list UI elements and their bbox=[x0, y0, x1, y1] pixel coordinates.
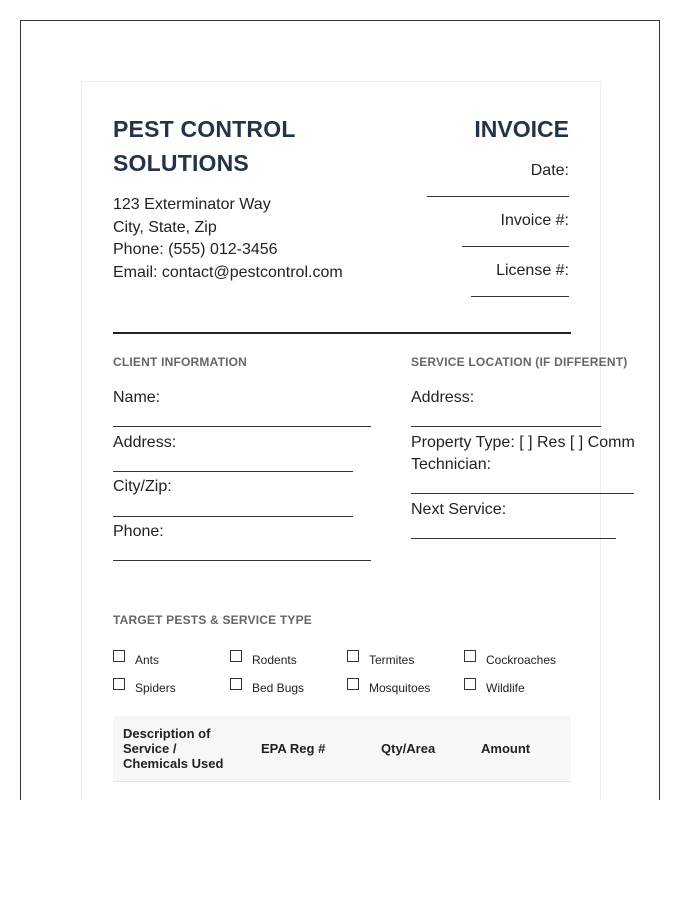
column-header-description: Description of Service / Chemicals Used bbox=[123, 726, 224, 771]
client-cityzip-label: City/Zip: bbox=[113, 478, 172, 495]
company-name: PEST CONTROL SOLUTIONS bbox=[113, 116, 296, 176]
target-pests-heading: TARGET PESTS & SERVICE TYPE bbox=[113, 613, 312, 627]
client-phone-field[interactable] bbox=[113, 560, 371, 561]
checkbox-label-termites: Termites bbox=[369, 653, 415, 667]
service-table-header bbox=[113, 716, 571, 782]
checkbox-label-wildlife: Wildlife bbox=[486, 681, 525, 695]
checkbox-bed-bugs[interactable] bbox=[230, 678, 242, 690]
checkbox-spiders[interactable] bbox=[113, 678, 125, 690]
company-address bbox=[113, 194, 343, 284]
checkbox-label-spiders: Spiders bbox=[135, 681, 176, 695]
date-field[interactable] bbox=[427, 182, 569, 197]
next-service-label: Next Service: bbox=[411, 501, 507, 518]
client-address-label: Address: bbox=[113, 434, 177, 451]
column-header-qty: Qty/Area bbox=[381, 741, 436, 756]
technician-field[interactable] bbox=[411, 493, 634, 494]
invoice-sheet bbox=[81, 81, 635, 800]
client-name-label: Name: bbox=[113, 389, 161, 406]
license-label: License #: bbox=[496, 262, 569, 279]
address-line-email: Email: contact@pestcontrol.com bbox=[113, 263, 343, 281]
column-header-epa: EPA Reg # bbox=[261, 741, 326, 756]
column-header-amount: Amount bbox=[481, 741, 531, 756]
address-line-street: 123 Exterminator Way bbox=[113, 196, 271, 213]
location-address-field[interactable] bbox=[411, 426, 601, 427]
invoice-number-label: Invoice #: bbox=[500, 212, 569, 229]
property-type-text: Property Type: [ ] Res [ ] Comm bbox=[411, 434, 635, 451]
invoice-title: INVOICE bbox=[474, 116, 569, 142]
service-location-heading: SERVICE LOCATION (IF DIFFERENT) bbox=[411, 355, 628, 369]
checkbox-termites[interactable] bbox=[347, 650, 359, 662]
checkbox-label-mosquitoes: Mosquitoes bbox=[369, 681, 431, 695]
checkbox-ants[interactable] bbox=[113, 650, 125, 662]
checkbox-cockroaches[interactable] bbox=[464, 650, 476, 662]
checkbox-mosquitoes[interactable] bbox=[347, 678, 359, 690]
pest-checkbox-grid bbox=[113, 650, 573, 700]
checkbox-label-rodents: Rodents bbox=[252, 653, 297, 667]
invoice-number-field[interactable] bbox=[462, 232, 569, 247]
checkbox-label-ants: Ants bbox=[135, 653, 160, 667]
header-divider bbox=[113, 332, 571, 334]
license-field[interactable] bbox=[471, 282, 569, 297]
date-label: Date: bbox=[530, 162, 569, 179]
next-service-field[interactable] bbox=[411, 538, 616, 539]
client-info-heading: CLIENT INFORMATION bbox=[113, 355, 248, 369]
client-name-field[interactable] bbox=[113, 426, 371, 427]
checkbox-label-bed-bugs: Bed Bugs bbox=[252, 681, 305, 695]
checkbox-wildlife[interactable] bbox=[464, 678, 476, 690]
page-frame bbox=[20, 20, 660, 800]
address-line-city: City, State, Zip bbox=[113, 218, 217, 236]
client-cityzip-field[interactable] bbox=[113, 516, 353, 517]
checkbox-label-cockroaches: Cockroaches bbox=[486, 653, 557, 667]
checkbox-rodents[interactable] bbox=[230, 650, 242, 662]
invoice-meta bbox=[427, 160, 569, 310]
location-address-label: Address: bbox=[411, 389, 475, 406]
address-line-phone: Phone: (555) 012-3456 bbox=[113, 241, 278, 258]
client-address-field[interactable] bbox=[113, 471, 353, 472]
client-phone-label: Phone: bbox=[113, 523, 164, 540]
technician-label: Technician: bbox=[411, 456, 492, 473]
